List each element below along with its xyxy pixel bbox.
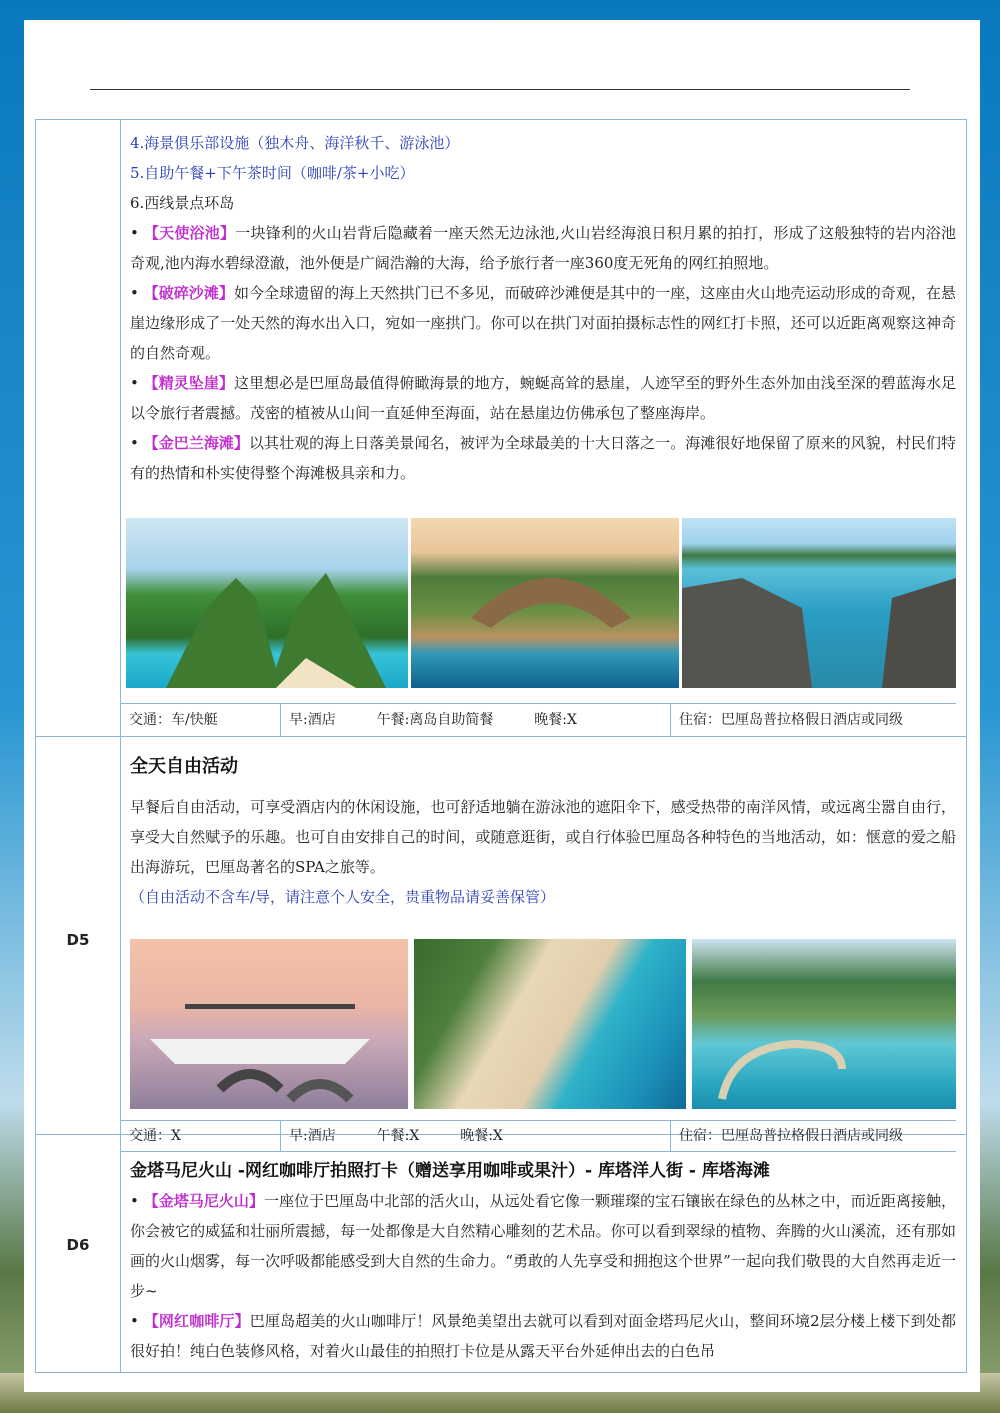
breakfast: 早:酒店 (289, 1128, 336, 1144)
spot-jingling: • 【精灵坠崖】这里想必是巴厘岛最值得俯瞰海景的地方，蜿蜒高耸的悬崖，人迹罕至的野外生态外加由浅至深的碧蓝海水足以令旅行者震撼。茂密的植被从山间一直延伸至海面，站在悬崖边仿佛承包了整座海岸。 (130, 374, 956, 422)
spot-desc: 如今全球遗留的海上天然拱门已不多见，而破碎沙滩便是其中的一座，这座由火山地壳运动形成的奇观，在悬崖边缘形成了一处天然的海水出入口，宛如一座拱门。你可以在拱门对面拍摄标志性的网红打卡照，还可以近距离观察这神奇的自然奇观。 (130, 284, 956, 362)
photo-beach-aerial (414, 939, 686, 1109)
d4-item: 4.海景俱乐部设施（独木舟、海洋秋千、游泳池） (130, 134, 460, 152)
d4-meals (281, 704, 671, 736)
d5-title: 全天自由活动 (130, 756, 238, 777)
lunch: 午餐:离岛自助简餐 (376, 712, 494, 728)
d4-info-bar (121, 703, 956, 737)
spiral-shape (692, 939, 956, 1109)
d5-info-bar (121, 1120, 956, 1152)
spot-name: 【破碎沙滩】 (143, 284, 234, 302)
boat-shape (130, 939, 408, 1109)
spot-cafe: • 【网红咖啡厅】巴厘岛超美的火山咖啡厅！风景绝美望出去就可以看到对面金塔玛尼火山，整间环境2层分楼上楼下到处都很好拍！纯白色装修风格，对着火山最佳的拍照打卡位是从露天平台外延伸出去的白色吊 (130, 1312, 956, 1360)
d6-content (130, 1156, 956, 1366)
d4-content (130, 128, 956, 488)
spot-name: 【精灵坠崖】 (143, 374, 234, 392)
d5-transport: 交通：X (121, 1121, 281, 1151)
d5-note: （自由活动不含车/导，请注意个人安全，贵重物品请妥善保管） (130, 888, 556, 906)
breakfast: 早:酒店 (289, 712, 336, 728)
photo-dolphin-boat (130, 939, 408, 1109)
spot-jintamani: • 【金塔马尼火山】一座位于巴厘岛中北部的活火山，从远处看它像一颗璀璨的宝石镶嵌在绿色的丛林之中，而近距离接触，你会被它的威猛和壮丽所震撼，每一处都像是大自然精心雕刻的艺术品。你可以看到翠绿的植物、奔腾的火山溪流，还有那如画的火山烟雾，每一次呼吸都能感受到大自然的生命力。“勇敢的人先享受和拥抱这个世界”一起向我们敬畏的大自然再走近一步~ (130, 1192, 956, 1300)
d4-hotel: 住宿：巴厘岛普拉格假日酒店或同级 (679, 712, 903, 728)
photo-nusa-dua-resort (692, 939, 956, 1109)
dinner: 晚餐:X (460, 1128, 503, 1144)
spot-desc: 一块锋利的火山岩背后隐藏着一座天然无边泳池,火山岩经海浪日积月累的拍打，形成了这般独特的岩内浴池奇观,池内海水碧绿澄澈，池外便是广阔浩瀚的大海，给予旅行者一座360度无死角的网红拍照地。 (130, 224, 956, 272)
d4-transport: 交通：车/快艇 (121, 704, 281, 736)
spot-desc: 巴厘岛超美的火山咖啡厅！风景绝美望出去就可以看到对面金塔玛尼火山，整间环境2层分楼上楼下到处都很好拍！纯白色装修风格，对着火山最佳的拍照打卡位是从露天平台外延伸出去的白色吊 (130, 1312, 956, 1360)
arch-shape (411, 518, 679, 688)
spot-name: 【金塔马尼火山】 (143, 1192, 265, 1210)
d4-item: 5.自助午餐+下午茶时间（咖啡/茶+小吃） (130, 164, 415, 182)
d5-description: 早餐后自由活动，可享受酒店内的休闲设施，也可舒适地躺在游泳池的遮阳伞下，感受热带的南洋风情，或远离尘嚣自由行，享受大自然赋予的乐趣。也可自由安排自己的时间，或随意逛街，或自行体验巴厘岛各种特色的当地活动，如：惬意的爱之船出海游玩，巴厘岛著名的SPA之旅等。 (130, 798, 956, 876)
cliff-shape (126, 518, 408, 688)
dinner: 晚餐:X (534, 712, 577, 728)
d6-title: 金塔马尼火山 -网红咖啡厅拍照打卡（赠送享用咖啡或果汁）- 库塔洋人街 - 库塔海滩 (130, 1161, 770, 1181)
spot-name: 【金巴兰海滩】 (143, 434, 249, 452)
d5-meals (281, 1121, 671, 1151)
spot-desc: 以其壮观的海上日落美景闻名，被评为全球最美的十大日落之一。海滩很好地保留了原来的风貌，村民们特有的热情和朴实使得整个海滩极具亲和力。 (130, 434, 956, 482)
spot-jinbalan: • 【金巴兰海滩】以其壮观的海上日落美景闻名，被评为全球最美的十大日落之一。海滩很好地保留了原来的风貌，村民们特有的热情和朴实使得整个海滩极具亲和力。 (130, 434, 956, 482)
d5-content (130, 752, 956, 912)
itinerary-page (24, 20, 980, 1392)
day-label-d5: D5 (66, 931, 90, 949)
photo-kelingking-cliff (126, 518, 408, 688)
spot-desc: 一座位于巴厘岛中北部的活火山，从远处看它像一颗璀璨的宝石镶嵌在绿色的丛林之中，而近距离接触，你会被它的威猛和壮丽所震撼，每一处都像是大自然精心雕刻的艺术品。你可以看到翠绿的植物、奔腾的火山溪流，还有那如画的火山烟雾，每一次呼吸都能感受到大自然的生命力。“勇敢的人先享受和拥抱这个世界”一起向我们敬畏的大自然再走近一步~ (130, 1192, 956, 1300)
spot-name: 【天使浴池】 (143, 224, 236, 242)
spot-tianshi: • 【天使浴池】一块锋利的火山岩背后隐藏着一座天然无边泳池,火山岩经海浪日积月累的拍打，形成了这般独特的岩内浴池奇观,池内海水碧绿澄澈，池外便是广阔浩瀚的大海，给予旅行者一座360度无死角的网红拍照地。 (130, 224, 956, 272)
itinerary-table (35, 119, 967, 1373)
d4-item: 6.西线景点环岛 (130, 194, 235, 212)
spot-desc: 这里想必是巴厘岛最值得俯瞰海景的地方，蜿蜒高耸的悬崖，人迹罕至的野外生态外加由浅至深的碧蓝海水足以令旅行者震撼。茂密的植被从山间一直延伸至海面，站在悬崖边仿佛承包了整座海岸。 (130, 374, 956, 422)
day-label-d6: D6 (66, 1236, 90, 1254)
photo-broken-beach (411, 518, 679, 688)
rocks-shape (682, 518, 956, 688)
header-rule (90, 89, 910, 90)
lunch: 午餐:X (376, 1128, 420, 1144)
photo-angel-billabong (682, 518, 956, 688)
spot-name: 【网红咖啡厅】 (143, 1312, 250, 1330)
spot-posui: • 【破碎沙滩】如今全球遗留的海上天然拱门已不多见，而破碎沙滩便是其中的一座，这座由火山地壳运动形成的奇观，在悬崖边缘形成了一处天然的海水出入口，宛如一座拱门。你可以在拱门对面拍摄标志性的网红打卡照，还可以近距离观察这神奇的自然奇观。 (130, 284, 956, 362)
d5-hotel: 住宿：巴厘岛普拉格假日酒店或同级 (679, 1128, 903, 1144)
day-column-d4 (36, 120, 121, 736)
